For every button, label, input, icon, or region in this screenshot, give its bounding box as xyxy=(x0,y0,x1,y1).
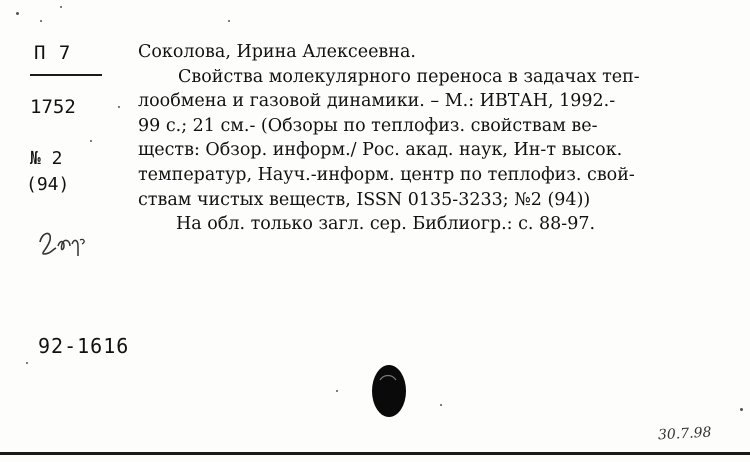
paper-speck xyxy=(228,20,230,22)
issue-year: (94) xyxy=(26,174,70,195)
shelf-mark-underline xyxy=(30,74,102,76)
entry-line: лообмена и газовой динамики. – М.: ИВТАН, 1992.- xyxy=(138,91,616,112)
entry-line: 99 с.; 21 см.- (Обзоры по теплофиз. свойствам ве- xyxy=(138,115,598,136)
catalog-entry xyxy=(138,40,750,237)
card-bottom-edge xyxy=(0,452,750,455)
author-heading: Соколова, Ирина Алексеевна. xyxy=(138,42,416,62)
paper-speck xyxy=(336,390,338,392)
entry-line: температур, Науч.-информ. центр по теплофиз. свой- xyxy=(138,164,635,185)
shelf-mark: П 7 xyxy=(34,42,72,64)
paper-speck xyxy=(440,404,442,406)
handwritten-note xyxy=(34,222,94,262)
paper-speck xyxy=(40,20,42,22)
inventory-number: 1752 xyxy=(30,96,76,118)
accession-number: 92-1616 xyxy=(38,334,130,358)
paper-speck xyxy=(26,362,28,364)
note-line: На обл. только загл. сер. Библиогр.: с. 88-97. xyxy=(176,214,596,235)
punch-hole xyxy=(370,362,408,420)
entry-line: ствам чистых веществ, ISSN 0135-3233; №2 (94)) xyxy=(138,189,591,210)
paper-speck xyxy=(90,140,92,142)
paper-speck xyxy=(16,12,19,15)
issue-number: № 2 xyxy=(30,148,63,169)
paper-speck xyxy=(60,6,62,8)
date-stamp: 30.7.98 xyxy=(657,424,712,444)
entry-line: Свойства молекулярного переноса в задачах теп- xyxy=(178,66,640,87)
entry-line: ществ: Обзор. информ./ Рос. акад. наук, Ин-т высок. xyxy=(138,140,623,161)
paper-speck xyxy=(740,408,743,411)
paper-speck xyxy=(118,106,120,108)
